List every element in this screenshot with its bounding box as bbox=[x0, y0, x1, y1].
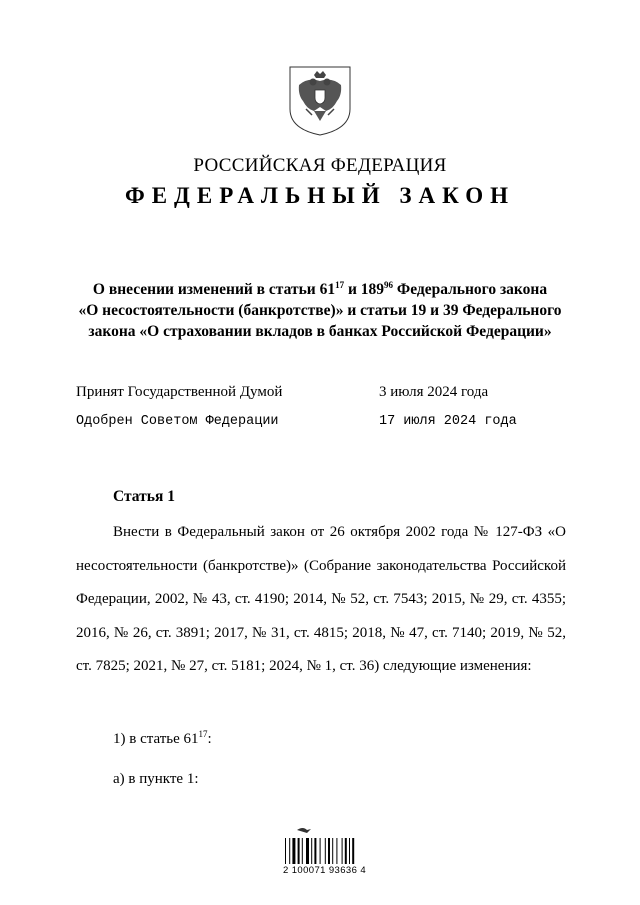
law-title-line-2: «О несостоятельности (банкротстве)» и статьи 19 и 39 Федерального bbox=[78, 302, 562, 319]
title-text: и 189 bbox=[344, 281, 385, 298]
council-approval-label: Одобрен Советом Федерации bbox=[76, 414, 279, 429]
title-text: О внесении изменений в статьи 61 bbox=[92, 281, 336, 298]
list-item-text: 1) в статье 61 bbox=[113, 731, 199, 747]
title-superscript: 96 bbox=[384, 280, 394, 290]
law-title bbox=[60, 279, 580, 342]
state-name: РОССИЙСКАЯ ФЕДЕРАЦИЯ bbox=[193, 155, 447, 176]
coat-of-arms-emblem bbox=[288, 65, 352, 137]
list-item-superscript: 17 bbox=[198, 729, 208, 739]
list-item-1 bbox=[113, 731, 212, 748]
duma-adoption-date: 3 июля 2024 года bbox=[379, 384, 489, 400]
law-type-heading: ФЕДЕРАЛЬНЫЙ ЗАКОН bbox=[124, 183, 516, 208]
law-title-line-3: закона «О страховании вкладов в банках Российской Федерации» bbox=[88, 323, 552, 340]
title-superscript: 17 bbox=[335, 280, 345, 290]
article-heading: Статья 1 bbox=[113, 488, 175, 505]
duma-adoption-label: Принят Государственной Думой bbox=[76, 384, 283, 400]
title-text: Федерального закона bbox=[393, 281, 548, 298]
law-title-line-1 bbox=[60, 279, 580, 300]
barcode-number: 2 100071 93636 4 bbox=[283, 865, 367, 876]
list-item-text: : bbox=[207, 731, 212, 747]
list-item-2: а) в пункте 1: bbox=[113, 771, 199, 787]
article-body-paragraph: Внести в Федеральный закон от 26 октября 2002 года № 127-ФЗ «О несостоятельности (банкротстве)» (Собрание законодательства Российской Федерации, 2002, № 43, ст. 4190; 2014, № 52, ст. 7543; 2015, № 29, ст. 4355; 2016, № 26, ст. 3891; 2017, № 31, ст. 4815; 2018, № 47, ст. 7140; 2019, № 52, ст. 7825; 2021, № 27, ст. 5181; 2024, № 1, ст. 36) следующие изменения: bbox=[76, 524, 566, 674]
council-approval-date: 17 июля 2024 года bbox=[379, 414, 517, 429]
